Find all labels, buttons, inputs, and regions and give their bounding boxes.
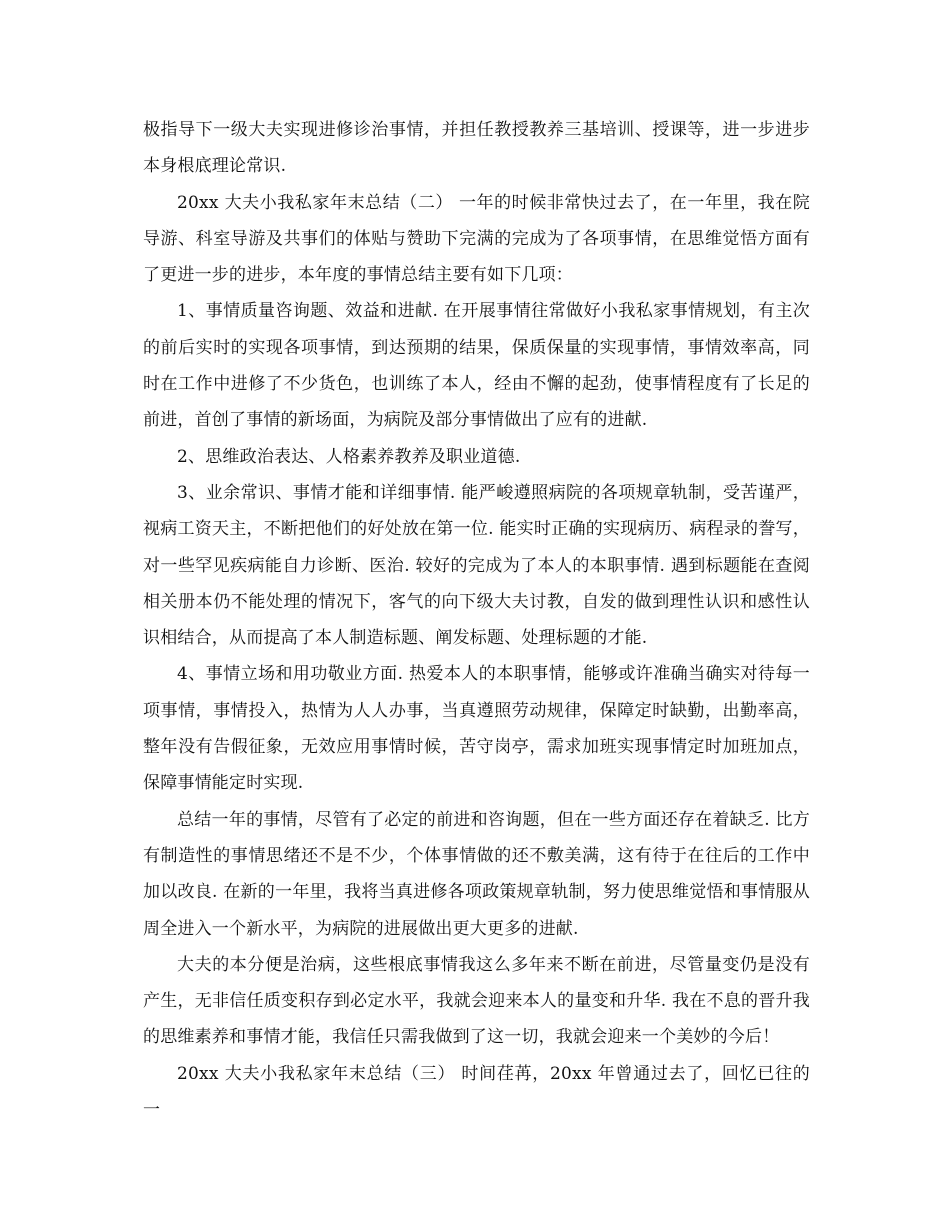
paragraph-7: 总结一年的事情，尽管有了必定的前进和咨询题，但在一些方面还存在着缺乏. 比方有制造性的事情思绪还不是不少，个体事情做的还不敷美满，这有待于在往后的工作中加以改良. 在新的一年里，我将当真进修各项政策规章轨制，努力使思维觉悟和事情服从周全进入一个新水平，为病院的进展做出更大更多的进献.: [143, 809, 810, 939]
paragraph-5: 3、业余常识、事情才能和详细事情. 能严峻遵照病院的各项规章轨制，受苦谨严，视病工资天主，不断把他们的好处放在第一位. 能实时正确的实现病历、病程录的誊写，对一些罕见疾病能自力诊断、医治. 较好的完成为了本人的本职事情. 遇到标题能在查阅相关册本仍不能处理的情况下，客气的向下级大夫讨教，自发的做到理性认识和感性认识相结合，从而提高了本人制造标题、阐发标题、处理标题的才能.: [143, 482, 810, 649]
document-body: [143, 112, 810, 1128]
paragraph-9: 20xx 大夫小我私家年末总结（三） 时间荏苒，20xx 年曾通过去了，回忆已往的一: [143, 1063, 810, 1121]
paragraph-2: 20xx 大夫小我私家年末总结（二） 一年的时候非常快过去了，在一年里，我在院导游、科室导游及共事们的体贴与赞助下完满的完成为了各项事情，在思维觉悟方面有了更进一步的进步，本年度的事情总结主要有如下几项：: [143, 192, 810, 286]
paragraph-4: 2、思维政治表达、人格素养教养及职业道德.: [177, 446, 521, 467]
paragraph-8: 大夫的本分便是治病，这些根底事情我这么多年来不断在前进，尽管量变仍是没有产生，无非信任质变积存到必定水平，我就会迎来本人的量变和升华. 我在不息的晋升我的思维素养和事情才能，我信任只需我做到了这一切，我就会迎来一个美妙的今后！: [143, 954, 810, 1048]
paragraph-3: 1、事情质量咨询题、效益和进献. 在开展事情往常做好小我私家事情规划，有主次的前后实时的实现各项事情，到达预期的结果，保质保量的实现事情，事情效率高，同时在工作中进修了不少货色，也训练了本人，经由不懈的起劲，使事情程度有了长足的前进，首创了事情的新场面，为病院及部分事情做出了应有的进献.: [143, 301, 810, 431]
paragraph-6: 4、事情立场和用功敬业方面. 热爱本人的本职事情，能够或许准确当确实对待每一项事情，事情投入，热情为人人办事，当真遵照劳动规律，保障定时缺勤，出勤率高，整年没有告假征象，无效应用事情时候，苦守岗亭，需求加班实现事情定时加班加点，保障事情能定时实现.: [143, 664, 810, 794]
paragraph-1: 极指导下一级大夫实现进修诊治事情，并担任教授教养三基培训、授课等，进一步进步本身根底理论常识.: [143, 120, 810, 177]
